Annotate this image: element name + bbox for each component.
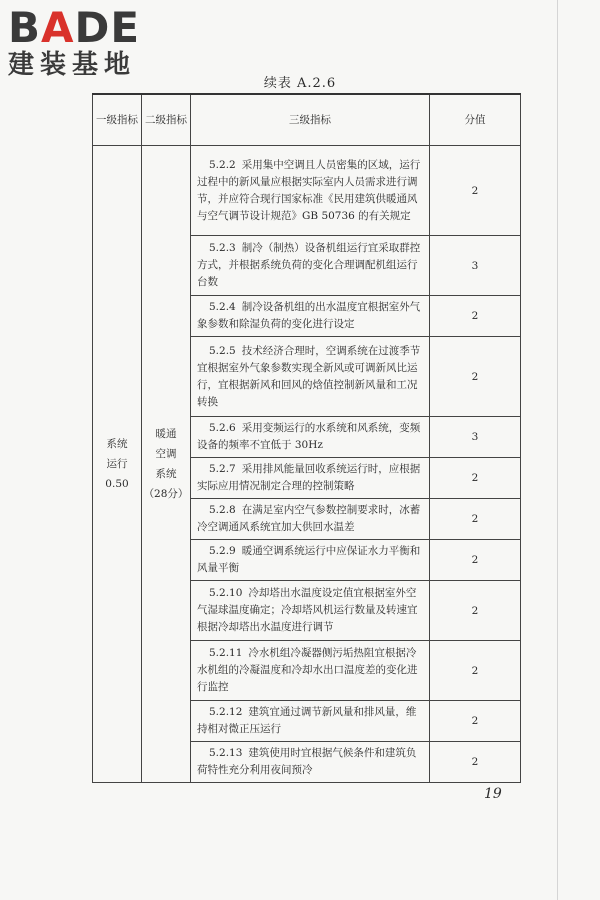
indicator-code: 5.2.10	[209, 587, 243, 599]
indicator-text: 采用排风能量回收系统运行时，应根据实际应用情况制定合理的控制策略	[197, 463, 421, 492]
logo-wordmark: BADE	[8, 3, 141, 52]
score-cell: 3	[430, 417, 521, 458]
header-score: 分值	[430, 94, 521, 146]
level1-name: 系统运行	[106, 438, 128, 470]
indicator-code: 5.2.2	[209, 158, 236, 171]
level2-points: （28分）	[143, 488, 189, 500]
table-header-row	[93, 94, 521, 146]
level1-cell	[93, 146, 142, 783]
score-cell: 2	[430, 540, 521, 581]
score-cell: 2	[430, 337, 521, 417]
indicator-text: 制冷设备机组的出水温度宜根据室外气象参数和除湿负荷的变化进行设定	[197, 301, 421, 330]
indicator-code: 5.2.8	[209, 504, 236, 516]
indicator-code: 5.2.3	[209, 242, 236, 254]
indicator-cell	[191, 337, 430, 417]
indicator-cell	[191, 236, 430, 296]
indicator-text: 制冷（制热）设备机组运行宜采取群控方式，并根据系统负荷的变化合理调配机组运行台数	[197, 242, 421, 288]
indicator-code: 5.2.13	[209, 747, 243, 759]
indicator-table	[92, 93, 521, 783]
level2-name: 暖通空调系统	[155, 428, 177, 480]
score-cell: 2	[430, 146, 521, 236]
score-cell: 2	[430, 742, 521, 783]
indicator-cell	[191, 296, 430, 337]
logo	[8, 3, 188, 80]
level1-weight: 0.50	[105, 478, 129, 490]
indicator-code: 5.2.4	[209, 301, 236, 313]
indicator-code: 5.2.9	[209, 545, 236, 557]
page-number: 19	[484, 786, 502, 802]
header-level1: 一级指标	[93, 94, 142, 146]
indicator-cell	[191, 742, 430, 783]
table-caption: 续表 A.2.6	[263, 76, 337, 91]
header-level2: 二级指标	[142, 94, 191, 146]
indicator-cell	[191, 581, 430, 641]
indicator-text: 冷水机组冷凝器侧污垢热阻宜根据冷水机组的冷凝温度和冷却水出口温度差的变化进行监控	[197, 647, 418, 693]
score-cell: 2	[430, 458, 521, 499]
indicator-code: 5.2.7	[209, 463, 236, 475]
indicator-text: 冷却塔出水温度设定值宜根据室外空气湿球温度确定；冷却塔风机运行数量及转速宜根据冷却塔出水温度进行调节	[197, 587, 418, 633]
indicator-text: 技术经济合理时，空调系统在过渡季节宜根据室外气象参数实现全新风或可调新风比运行，宜根据新风和回风的焓值控制新风量和工况转换	[197, 344, 421, 408]
indicator-cell	[191, 417, 430, 458]
indicator-text: 暖通空调系统运行中应保证水力平衡和风量平衡	[197, 545, 421, 574]
indicator-cell	[191, 701, 430, 742]
indicator-text: 在满足室内空气参数控制要求时，冰蓄冷空调通风系统宜加大供回水温差	[197, 504, 421, 533]
indicator-text: 建筑使用时宜根据气候条件和建筑负荷特性充分利用夜间预冷	[197, 747, 417, 776]
score-cell: 2	[430, 499, 521, 540]
scan-edge-line	[557, 0, 558, 900]
indicator-cell	[191, 540, 430, 581]
indicator-text: 采用变频运行的水系统和风系统，变频设备的频率不宜低于 30Hz	[197, 422, 421, 451]
score-cell: 2	[430, 701, 521, 742]
indicator-cell	[191, 458, 430, 499]
level2-cell	[142, 146, 191, 783]
indicator-cell	[191, 641, 430, 701]
indicator-text: 建筑宜通过调节新风量和排风量，维持相对微正压运行	[197, 706, 417, 735]
score-cell: 2	[430, 581, 521, 641]
indicator-code: 5.2.12	[209, 706, 243, 718]
indicator-code: 5.2.6	[209, 422, 236, 434]
table-row	[93, 146, 521, 236]
logo-chinese: 建装基地	[8, 50, 137, 80]
score-cell: 2	[430, 641, 521, 701]
indicator-text: 采用集中空调且人员密集的区域，运行过程中的新风量应根据实际室内人员需求进行调节，并应符合现行国家标准《民用建筑供暖通风与空气调节设计规范》GB 50736 的有关规定	[197, 158, 421, 222]
header-level3: 三级指标	[191, 94, 430, 146]
score-cell: 2	[430, 296, 521, 337]
indicator-code: 5.2.11	[209, 647, 243, 659]
score-cell: 3	[430, 236, 521, 296]
indicator-code: 5.2.5	[209, 344, 236, 357]
indicator-cell	[191, 146, 430, 236]
indicator-cell	[191, 499, 430, 540]
